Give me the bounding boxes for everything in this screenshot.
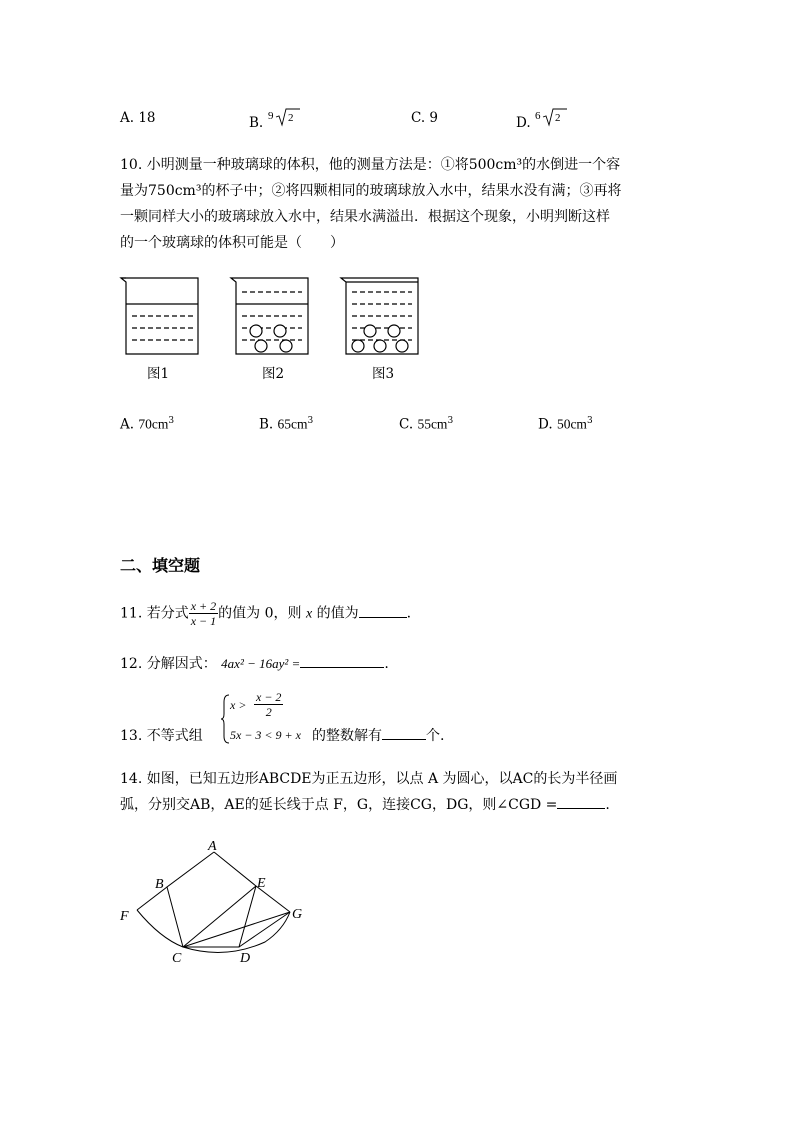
q14-answer-blank[interactable] <box>557 794 605 809</box>
q13-ineq1-denominator: 2 <box>265 705 272 719</box>
sqrt-icon <box>268 107 302 129</box>
q13-tail <box>312 723 444 749</box>
q12-number: 12. <box>120 656 143 672</box>
fig-label-3: 图3 <box>372 366 395 382</box>
q10-line-3: 一颗同样大小的玻璃球放入水中，结果水满溢出．根据这个现象，小明判断这样 <box>120 209 610 225</box>
beaker-1 <box>121 278 198 354</box>
q11 <box>120 600 411 627</box>
q11-mid: 的值为 0，则 <box>218 605 302 622</box>
q13-post: 的整数解有 <box>312 728 382 744</box>
label-d: D <box>240 951 251 966</box>
q11-answer-blank[interactable] <box>359 603 407 618</box>
q9-option-d <box>516 107 569 129</box>
label-g: G <box>292 907 303 922</box>
q10-option-b <box>259 416 313 433</box>
q10-option-c-value: 55cm <box>417 416 448 432</box>
q10-option-d-exp: 3 <box>586 416 593 426</box>
q10-option-c <box>399 416 453 433</box>
q13-unit: 个. <box>426 728 445 744</box>
q9-d-coef: 6 <box>534 110 541 122</box>
label-c: C <box>172 951 182 966</box>
label-a: A <box>208 839 217 854</box>
q10-option-a-value: 70cm <box>138 416 169 432</box>
q10-option-a <box>120 416 174 433</box>
q9-b-radicand: 2 <box>287 112 294 124</box>
q11-fraction <box>189 600 218 627</box>
q10-line-4: 的一个玻璃球的体积可能是（ ） <box>120 235 344 251</box>
sqrt-icon <box>535 107 569 129</box>
q12-answer-blank[interactable] <box>300 653 384 668</box>
q13 <box>120 692 480 748</box>
q9-option-b-label: B. <box>249 115 264 131</box>
q10-option-b-exp: 3 <box>307 416 314 426</box>
q13-ineq1-numerator: x − 2 <box>256 690 282 704</box>
q10-option-d <box>538 416 593 433</box>
label-b: B <box>155 877 164 892</box>
segment-cg <box>183 912 290 947</box>
q14-question <box>120 766 617 818</box>
section-heading: 二、填空题 <box>120 556 201 575</box>
q11-variable: x <box>305 606 313 622</box>
q10-option-c-label: C. <box>399 416 414 433</box>
q9-option-a: A. 18 <box>120 110 156 126</box>
q11-end: . <box>406 605 412 622</box>
beaker-2 <box>231 278 308 354</box>
q14-line-1: 14. 如图，已知五边形ABCDE为正五边形，以点 A 为圆心，以AC的长为半径画 <box>120 771 618 787</box>
q9-option-b <box>249 107 302 129</box>
label-f: F <box>120 909 129 924</box>
q10-option-c-exp: 3 <box>447 416 454 426</box>
q11-number: 11. <box>120 605 143 622</box>
q10-option-d-value: 50cm <box>556 416 587 432</box>
fig-label-1: 图1 <box>147 366 170 382</box>
q10-option-a-exp: 3 <box>168 416 175 426</box>
q13-lead <box>120 723 203 749</box>
pentagon-figure <box>115 838 315 970</box>
q12-end: . <box>384 656 389 672</box>
q11-post: 的值为 <box>316 605 359 622</box>
beaker-3 <box>341 278 418 354</box>
pentagon <box>167 852 256 947</box>
q13-ineq2: 5x − 3 < 9 + x <box>230 728 301 742</box>
arc-fg <box>137 910 290 952</box>
q13-answer-blank[interactable] <box>382 725 426 740</box>
q9-option-c: C. 9 <box>411 110 439 126</box>
label-e: E <box>257 876 266 891</box>
q13-prefix: 不等式组 <box>146 728 203 744</box>
q10-line-1: 10. 小明测量一种玻璃球的体积，他的测量方法是：①将500cm³的水倒进一个容 <box>120 157 621 173</box>
q12-expression: 4ax² − 16ay² = <box>221 656 301 671</box>
q11-fraction-numerator: x + 2 <box>190 599 217 613</box>
q13-ineq1-left: x > <box>230 698 247 712</box>
q9-option-d-label: D. <box>516 115 531 131</box>
q10-line-2: 量为750cm³的杯子中；②将四颗相同的玻璃球放入水中，结果水没有满；③再将 <box>120 183 622 199</box>
q10-option-d-label: D. <box>538 416 553 433</box>
q14-line-2-text: 弧，分别交AB，AE的延长线于点 F，G，连接CG，DG，则∠CGD = <box>120 797 558 813</box>
q11-prefix: 若分式 <box>146 605 189 622</box>
q10-option-b-value: 65cm <box>277 416 308 432</box>
q12-prefix: 分解因式： <box>146 656 217 672</box>
q9-b-coef: 9 <box>267 110 274 122</box>
q10-option-b-label: B. <box>259 416 274 433</box>
q11-fraction-denominator: x − 1 <box>190 614 217 628</box>
q10-option-a-label: A. <box>120 416 135 433</box>
segment-ce <box>183 886 256 947</box>
q13-number: 13. <box>120 728 143 744</box>
q14-line-2 <box>120 792 617 818</box>
q12 <box>120 651 389 677</box>
q13-ineq1-fraction <box>254 691 283 718</box>
q10-question <box>120 152 621 256</box>
q9-d-radicand: 2 <box>554 112 561 124</box>
fig-label-2: 图2 <box>262 366 285 382</box>
q14-end: . <box>605 797 610 813</box>
